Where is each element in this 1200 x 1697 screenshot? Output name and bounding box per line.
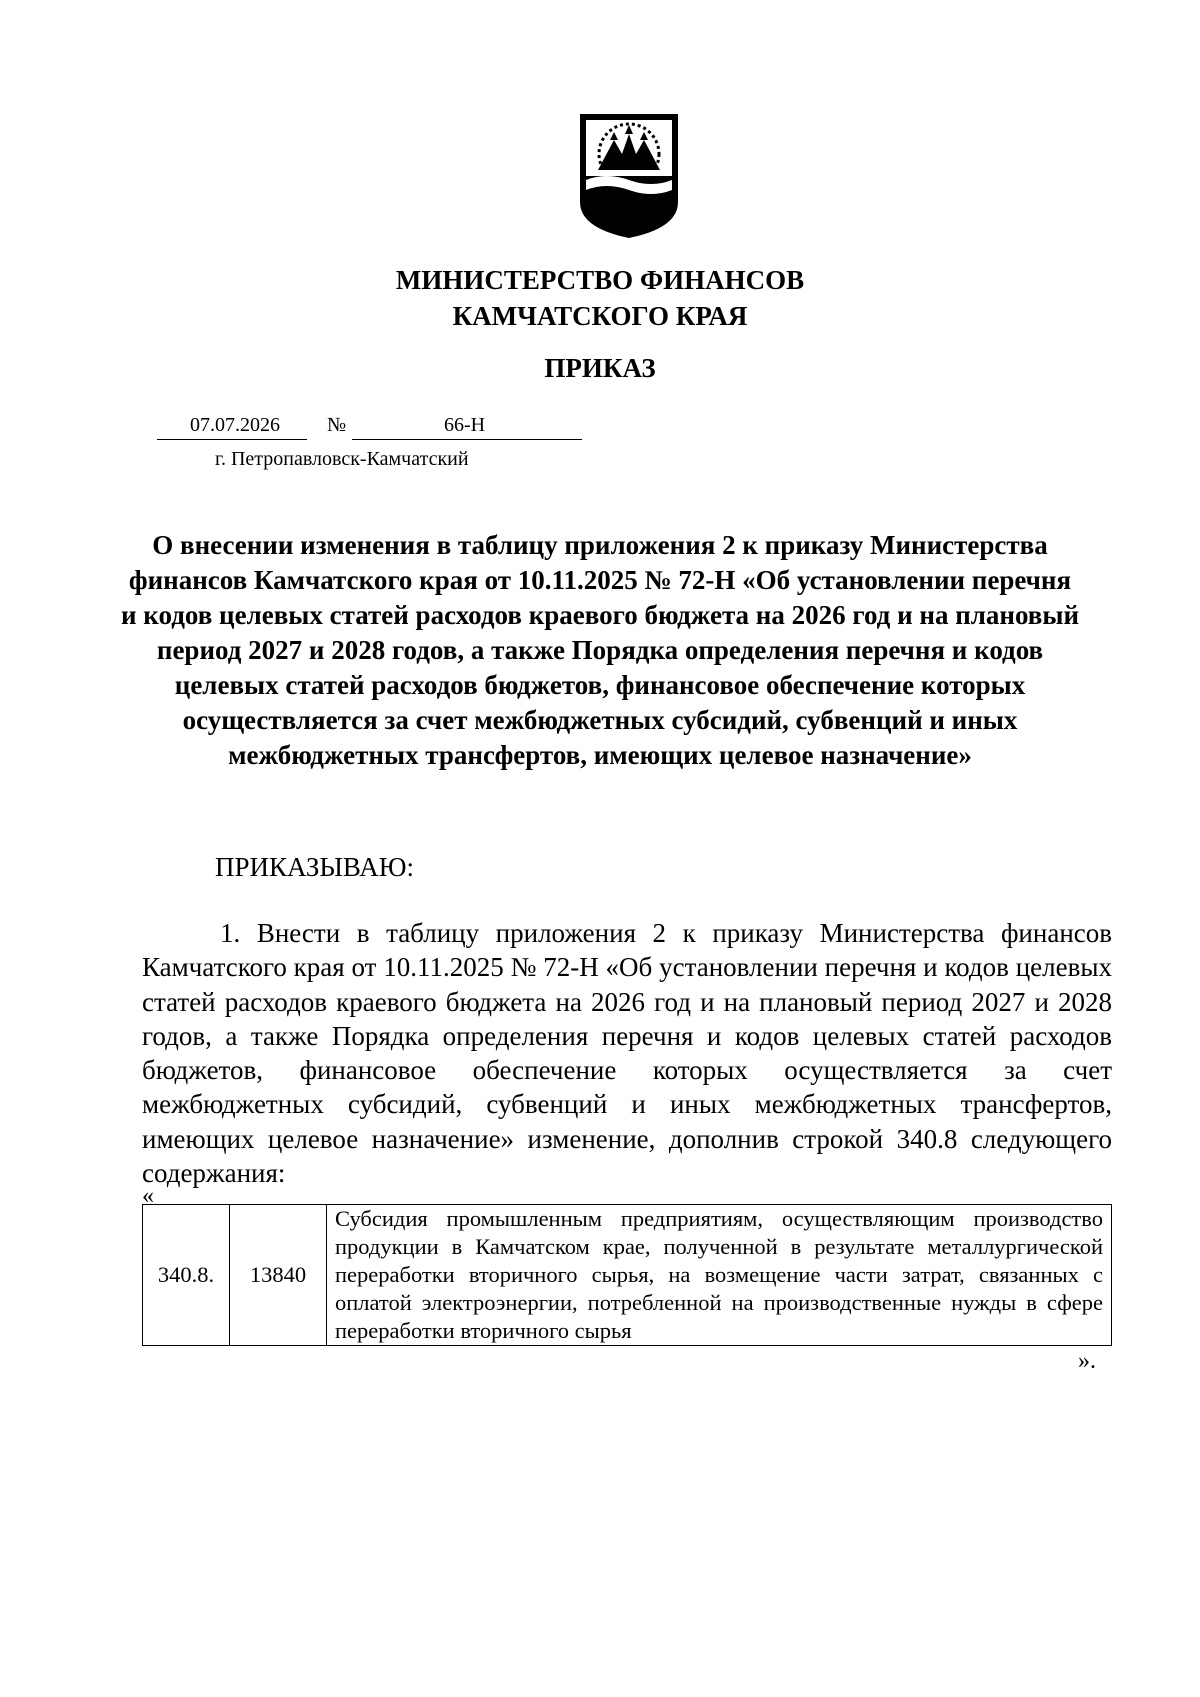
- decree-word: ПРИКАЗЫВАЮ:: [215, 852, 414, 882]
- order-subject: О внесении изменения в таблицу приложения 2 к приказу Министерства финансов Камчатского края от 10.11.2025 № 72-Н «Об установлении перечня и кодов целевых статей расходов краевого бюджета на 2026 год и на плановый период 2027 и 2028 годов, а также Порядка определения перечня и кодов целевых статей расходов бюджетов, финансовое обеспечение которых осуществляется за счет межбюджетных субсидий, субвенций и иных межбюджетных трансфертов, имеющих целевое назначение»: [121, 530, 1079, 770]
- number-underline: [352, 439, 582, 440]
- amendment-table: [142, 1204, 1112, 1346]
- table-row: [143, 1205, 1112, 1346]
- order-date: 07.07.2026: [190, 414, 280, 436]
- document-type: ПРИКАЗ: [544, 353, 656, 383]
- order-number: 66-Н: [444, 414, 486, 436]
- number-sign: №: [327, 414, 347, 436]
- ministry-name-line2: КАМЧАТСКОГО КРАЯ: [452, 301, 748, 331]
- ministry-name-line1: МИНИСТЕРСТВО ФИНАНСОВ: [395, 265, 805, 295]
- row-number-cell: 340.8.: [143, 1205, 230, 1346]
- paragraph-1: 1. Внести в таблицу приложения 2 к приказу Министерства финансов Камчатского края от 10.11.2025 № 72-Н «Об установлении перечня и кодов целевых статей расходов краевого бюджета на 2026 год и на плановый период 2027 и 2028 годов, а также Порядка определения перечня и кодов целевых статей расходов бюджетов, финансовое обеспечение которых осуществляется за счет межбюджетных субсидий, субвенций и иных межбюджетных трансфертов, имеющих целевое назначение» изменение, дополнив строкой 340.8 следующего содержания:: [142, 918, 1112, 1189]
- row-description-cell: Субсидия промышленным предприятиям, осуществляющим производство продукции в Камчатском крае, полученной в результате металлургической переработки вторичного сырья, на возмещение части затрат, связанных с оплатой электроэнергии, потребленной на производственные нужды в сфере переработки вторичного сырья: [327, 1205, 1112, 1346]
- coat-of-arms-emblem: [576, 110, 682, 242]
- opening-quote: «: [142, 1183, 154, 1209]
- closing-quote: ».: [1078, 1348, 1096, 1374]
- city-name: г. Петропавловск-Камчатский: [215, 448, 469, 470]
- row-code-cell: 13840: [230, 1205, 327, 1346]
- date-underline: [157, 439, 307, 440]
